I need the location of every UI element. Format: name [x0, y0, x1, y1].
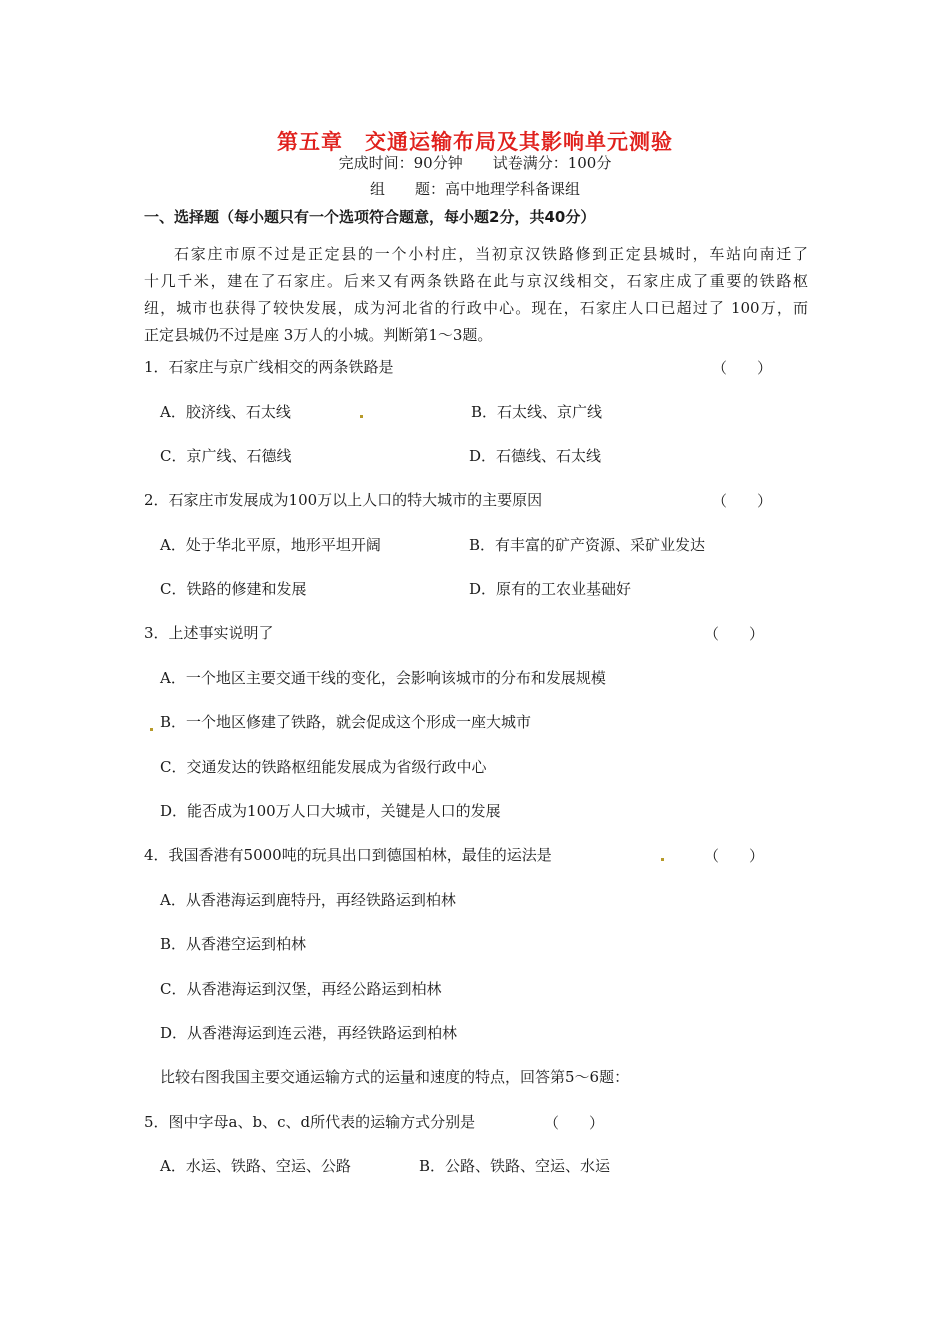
option: B．一个地区修建了铁路，就会促成这个形成一座大城市: [160, 713, 532, 731]
option: C．铁路的修建和发展: [160, 580, 307, 598]
passage-line: 石家庄市原不过是正定县的一个小村庄，当初京汉铁路修到正定县城时，车站向南迁了: [174, 245, 808, 263]
option: A．从香港海运到鹿特丹，再经铁路运到柏林: [160, 891, 456, 909]
option: D．从香港海运到连云港，再经铁路运到柏林: [160, 1024, 458, 1042]
option: C．从香港海运到汉堡，再经公路运到柏林: [160, 980, 442, 998]
answer-bracket: （ ）: [544, 1114, 605, 1132]
passage: [144, 241, 808, 349]
answer-bracket: （ ）: [712, 359, 773, 377]
question-intro: 比较右图我国主要交通运输方式的运量和速度的特点，回答第5～6题：: [160, 1068, 630, 1086]
stray-mark: [150, 728, 153, 731]
question-stem: 3．上述事实说明了: [144, 624, 274, 642]
page-title: 第五章 交通运输布局及其影响单元测验: [277, 130, 673, 154]
option: D．能否成为100万人口大城市，关键是人口的发展: [160, 802, 501, 820]
passage-line: 纽，城市也获得了较快发展，成为河北省的行政中心。现在，石家庄人口已超过了 100万，而: [144, 299, 808, 317]
option: A．处于华北平原，地形平坦开阔: [160, 536, 381, 554]
question-stem: 4．我国香港有5000吨的玩具出口到德国柏林，最佳的运法是: [144, 846, 552, 864]
question-stem: 2．石家庄市发展成为100万以上人口的特大城市的主要原因: [144, 491, 543, 509]
section-heading: 一、选择题（每小题只有一个选项符合题意，每小题2分，共40分）: [144, 208, 596, 226]
passage-line: 十几千米，建在了石家庄。后来又有两条铁路在此与京汉线相交，石家庄成了重要的铁路枢: [144, 272, 808, 290]
option: D．石德线、石太线: [469, 447, 602, 465]
option: D．原有的工农业基础好: [469, 580, 632, 598]
option: A．胶济线、石太线: [160, 403, 291, 421]
option: B．从香港空运到柏林: [160, 935, 307, 953]
stray-mark: [360, 415, 363, 418]
passage-line: 正定县城仍不过是座 3万人的小城。判断第1～3题。: [144, 326, 493, 344]
exam-author: 组 题：高中地理学科备课组: [369, 180, 580, 198]
answer-bracket: （ ）: [704, 625, 765, 643]
option: B．公路、铁路、空运、水运: [419, 1157, 611, 1175]
option: A．一个地区主要交通干线的变化，会影响该城市的分布和发展规模: [160, 669, 606, 687]
question-stem: 1．石家庄与京广线相交的两条铁路是: [144, 358, 394, 376]
option: C．京广线、石德线: [160, 447, 292, 465]
option: B．有丰富的矿产资源、采矿业发达: [469, 536, 706, 554]
option: B．石太线、京广线: [471, 403, 603, 421]
question-stem: 5．图中字母a、b、c、d所代表的运输方式分别是: [144, 1113, 476, 1131]
answer-bracket: （ ）: [704, 847, 765, 865]
exam-info: 完成时间：90分钟 试卷满分：100分: [338, 154, 612, 172]
option: A．水运、铁路、空运、公路: [160, 1157, 351, 1175]
stray-mark: [661, 858, 664, 861]
option: C．交通发达的铁路枢纽能发展成为省级行政中心: [160, 758, 487, 776]
answer-bracket: （ ）: [712, 492, 773, 510]
